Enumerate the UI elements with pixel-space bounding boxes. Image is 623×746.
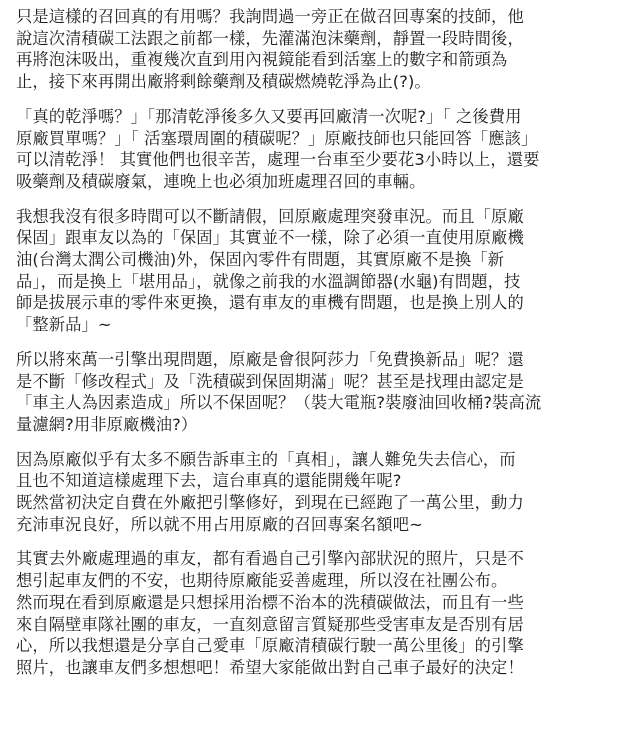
paragraph-questions [16,106,615,193]
text-line: 是不斷「修改程式」及「洗積碳到保固期滿」呢？甚至是找理由認定是 [16,371,524,391]
paragraph-recall-method [16,6,615,93]
text-line: 說這次清積碳工法跟之前都一樣，先灌滿泡沫藥劑，靜置一段時間後， [16,28,524,48]
text-line: 照片，也讓車友們多想想吧！希望大家能做出對自己車子最好的決定！ [16,657,524,677]
text-line: 既然當初決定自費在外廠把引擎修好，到現在已經跑了一萬公里，動力 [16,493,524,513]
text-line: 油(台灣太潤公司機油)外，保固內零件有問題，其實原廠不是換「新 [16,250,504,270]
text-line: 「整新品」~ [16,315,112,335]
text-line: 且也不知道這樣處理下去，這台車真的還能開幾年呢? [16,471,402,491]
text-line: 然而現在看到原廠還是只想採用治標不治本的洗積碳做法，而且有一些 [16,592,524,612]
text-line: 師是拔展示車的零件來更換，還有車友的車機有問題，也是換上別人的 [16,293,524,313]
text-line: 再將泡沫吸出，重複幾次直到用內視鏡能看到活塞上的數字和箭頭為 [16,50,508,70]
text-line: 「真的乾淨嗎？」「那清乾淨後多久又要再回廠清一次呢?」「 之後費用 [16,106,522,126]
paragraph-decision [16,449,615,536]
text-line: 因為原廠似乎有太多不願告訴車主的「真相」，讓人難免失去信心，而 [16,449,516,469]
text-line: 原廠買單嗎？」「 活塞環周圍的積碳呢？」原廠技師也只能回答「應該」 [16,128,538,148]
text-line: 我想我沒有很多時間可以不斷請假，回原廠處理突發車況。而且「原廠 [16,206,524,226]
text-line: 其實去外廠處理過的車友，都有看過自己引擎內部狀況的照片，只是不 [16,549,524,569]
text-line: 充沛車況良好，所以就不用占用原廠的召回專案名額吧~ [16,514,423,534]
text-line: 心，所以我想還是分享自己愛車「原廠清積碳行駛一萬公里後」的引擎 [16,636,524,656]
text-line: 所以將來萬一引擎出現問題，原廠是會很阿莎力「免費換新品」呢？還 [16,349,524,369]
text-line: 保固」跟車友以為的「保固」其實並不一樣，除了必須一直使用原廠機 [16,228,524,248]
text-line: 來自隔壁車隊社團的車友，一直刻意留言質疑那些受害車友是否別有居 [16,614,524,634]
text-line: 可以清乾淨！ 其實他們也很辛苦，處理一台車至少要花3小時以上，還要 [16,150,540,170]
text-line: 「車主人為因素造成」所以不保固呢？（裝大電瓶?裝廢油回收桶?裝高流 [16,393,542,413]
paragraph-conclusion [16,548,615,678]
text-line: 止，接下來再開出廠將剩餘藥劑及積碳燃燒乾淨為止(?)。 [16,72,431,92]
text-line: 只是這樣的召回真的有用嗎？我詢問過一旁正在做召回專案的技師，他 [16,7,524,26]
paragraph-engine-concerns [16,349,615,436]
text-line: 吸藥劑及積碳廢氣，連晚上也必須加班處理召回的車輛。 [16,171,426,191]
paragraph-warranty [16,206,615,336]
text-line: 量濾網?用非原廠機油?） [16,414,198,434]
text-line: 想引起車友們的不安，也期待原廠能妥善處理，所以沒在社團公布。 [16,571,508,591]
text-line: 品」，而是換上「堪用品」，就像之前我的水溫調節器(水龜)有問題，技 [16,271,521,291]
